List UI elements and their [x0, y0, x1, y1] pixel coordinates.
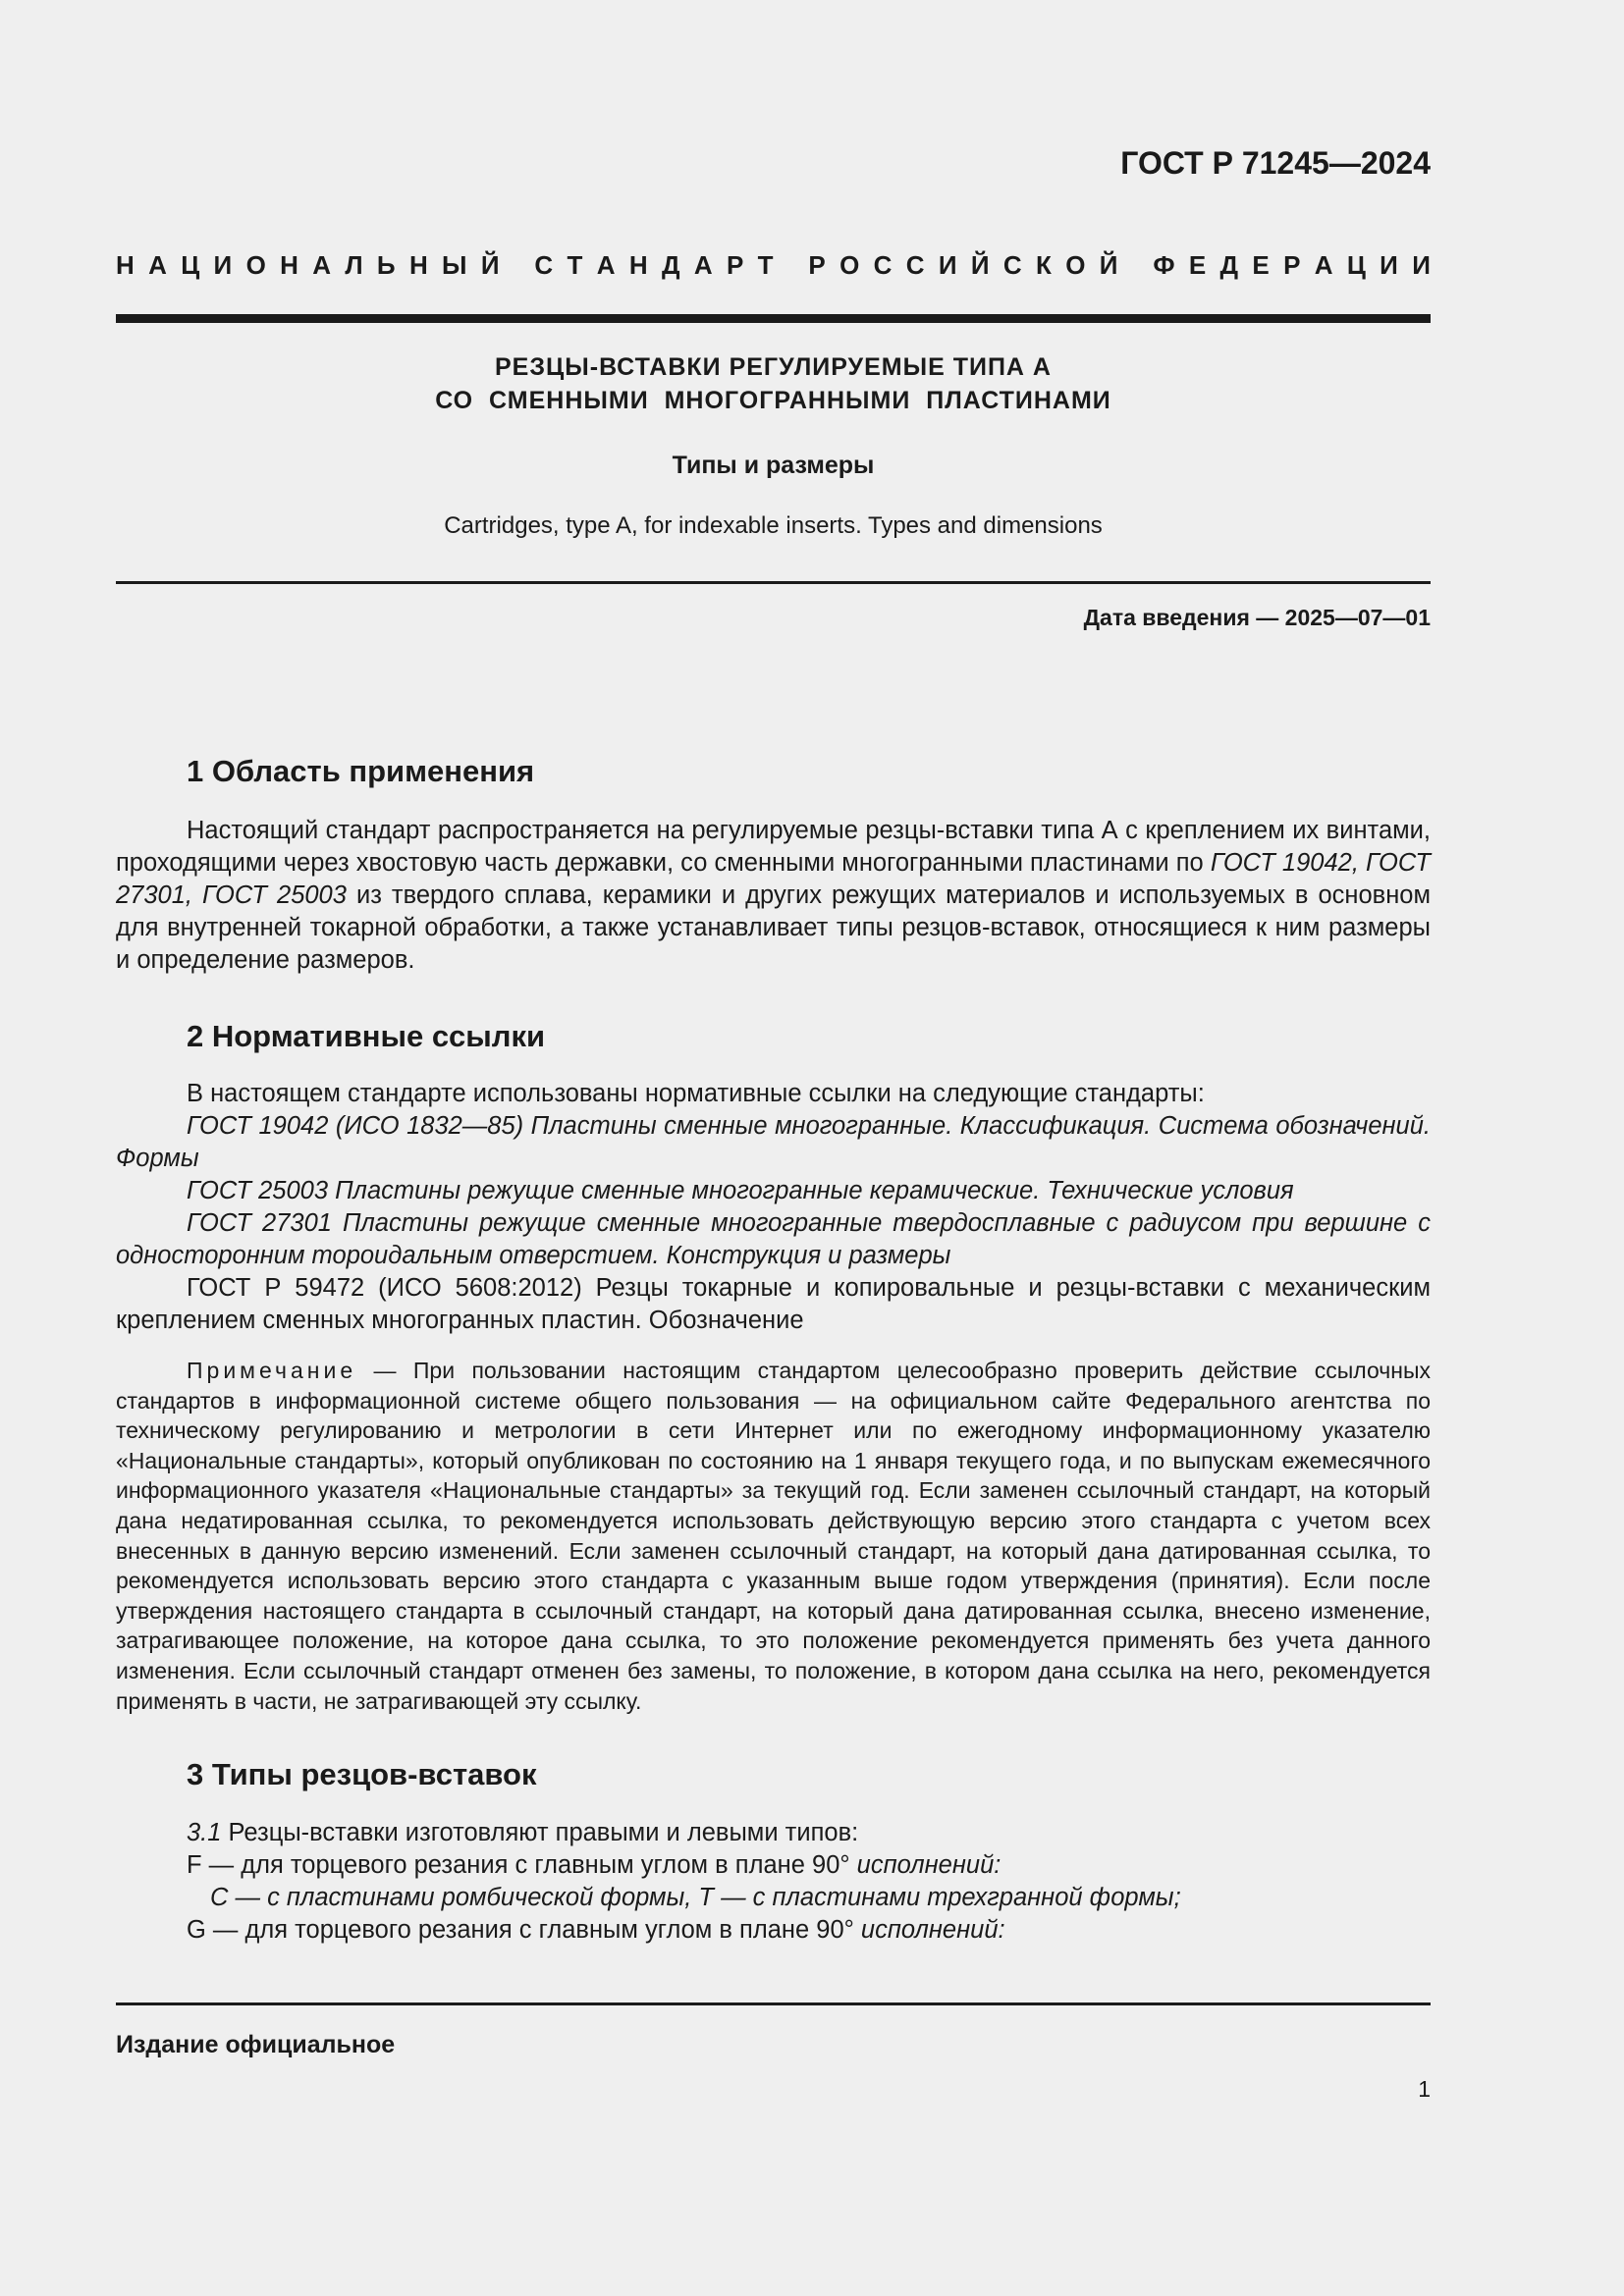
- clause-text: Резцы-вставки изготовляют правыми и левыми типов:: [221, 1819, 859, 1846]
- banner-letter: Ь: [376, 250, 396, 280]
- banner-letter: [1132, 250, 1139, 281]
- banner-letter: И: [213, 250, 233, 280]
- banner-letter: Ф: [1153, 250, 1175, 280]
- type-f-line: F — для торцевого резания с главным углом в плане 90°: [187, 1851, 857, 1879]
- banner-letter: Д: [661, 250, 680, 280]
- banner-letter: Т: [757, 250, 774, 280]
- banner-letter: Й: [970, 250, 990, 280]
- banner-letter: Ц: [1346, 250, 1366, 280]
- banner-letter: О: [245, 250, 266, 280]
- banner-letter: С: [873, 250, 893, 280]
- reference-item: ГОСТ 27301 Пластины режущие сменные многогранные твердосплавные с радиусом при вершине с односторонним тороидальным отверстием. Конструкция и размеры: [116, 1209, 1431, 1269]
- banner-letter: Е: [1188, 250, 1207, 280]
- section-3-heading: 3 Типы резцов-вставок: [187, 1757, 537, 1791]
- note-text: — При пользовании настоящим стандартом целесообразно проверить действие ссылочных стандартов в информационной системе общего пользования — на официальном сайте Федерального агентства по техническому регулированию и метрологии в сети Интернет или по ежегодному информационному указателю «Национальные стандарты», который опубликован по состоянию на 1 января текущего года, и по выпускам ежемесячного информационного указателя «Национальные стандарты» за текущий год. Если заменен ссылочный стандарт, на который дана недатированная ссылка, то рекомендуется использовать действующую версию этого стандарта с учетом всех внесенных в данную версию изменений. Если заменен ссылочный стандарт, на который дана датированная ссылка, то рекомендуется использовать версию этого стандарта с указанным выше годом утверждения (принятия). Если после утверждения настоящего стандарта в ссылочный стандарт, на который дана датированная ссылка, внесено изменение, затрагивающее положение, на которое дана ссылка, то это положение рекомендуется применять без учета данного изменения. Если ссылочный стандарт отменен без замены, то положение, в котором дана ссылка на него, рекомендуется применять в части, не затрагивающей эту ссылку.: [116, 1358, 1431, 1714]
- section-1-references: ГОСТ 19042, ГОСТ 27301, ГОСТ 25003: [116, 849, 1432, 909]
- banner-letter: Т: [567, 250, 583, 280]
- banner-letter: А: [596, 250, 616, 280]
- banner-letter: Л: [345, 250, 363, 280]
- banner-letter: И: [1380, 250, 1398, 280]
- banner-letter: И: [1412, 250, 1431, 280]
- english-title: Cartridges, type A, for indexable inserts. Types and dimensions: [444, 512, 1103, 539]
- note-label: Примечание: [187, 1358, 357, 1383]
- banner-letter: Р: [726, 250, 744, 280]
- banner-letter: Ц: [181, 250, 200, 280]
- section-2-intro: В настоящем стандарте использованы нормативные ссылки на следующие стандарты:: [187, 1080, 1205, 1107]
- reference-item: ГОСТ 19042 (ИСО 1832—85) Пластины сменные многогранные. Классификация. Система обозначений. Формы: [116, 1112, 1431, 1172]
- section-1-text-b: из твердого сплава, керамики и других режущих материалов и используемых в основном для внутренней токарной обработки, а также устанавливает типы резцов-вставок, относящиеся к ним размеры и определение размеров.: [116, 881, 1432, 974]
- banner-letter: А: [148, 250, 167, 280]
- section-1-text-a: Настоящий стандарт распространяется на регулируемые резцы-вставки типа А с креплением их винтами, проходящими через хвостовую часть державки, со сменными многогранными пластинами по: [116, 817, 1431, 877]
- banner-letter: [787, 250, 794, 281]
- type-c-t-line: С — с пластинами ромбической формы, Т — с пластинами трехгранной формы;: [210, 1884, 1181, 1911]
- title-divider: [116, 581, 1431, 584]
- page-number: 1: [1418, 2076, 1431, 2102]
- banner-letter: С: [534, 250, 554, 280]
- banner-letter: С: [1002, 250, 1022, 280]
- note-block: [116, 1356, 1431, 1716]
- banner-letter: Н: [628, 250, 648, 280]
- banner-letter: К: [1035, 250, 1052, 280]
- header-divider: [116, 314, 1431, 323]
- title-line-2: СО СМЕННЫМИ МНОГОГРАННЫМИ ПЛАСТИНАМИ: [435, 387, 1111, 414]
- official-edition: Издание официальное: [116, 2031, 396, 2058]
- section-2-body: [116, 1078, 1431, 1337]
- banner-letter: Р: [808, 250, 826, 280]
- title-line-1: РЕЗЦЫ-ВСТАВКИ РЕГУЛИРУЕМЫЕ ТИПА А: [495, 353, 1052, 381]
- banner-letter: О: [1065, 250, 1086, 280]
- section-2-heading: 2 Нормативные ссылки: [187, 1019, 546, 1053]
- banner-letter: Н: [116, 250, 135, 280]
- banner-letter: А: [693, 250, 713, 280]
- banner-letter: А: [312, 250, 332, 280]
- banner-letter: Е: [1252, 250, 1270, 280]
- footer-divider: [116, 2002, 1431, 2005]
- type-g-variants: исполнений:: [860, 1916, 1005, 1944]
- banner-letter: О: [839, 250, 860, 280]
- introduction-date: Дата введения — 2025—07—01: [1083, 605, 1431, 630]
- banner-letter: И: [938, 250, 957, 280]
- banner-letter: Д: [1219, 250, 1239, 280]
- banner-letter: Н: [408, 250, 428, 280]
- banner-letter: А: [1314, 250, 1333, 280]
- banner-letter: Н: [280, 250, 298, 280]
- section-1-heading: 1 Область применения: [187, 754, 535, 788]
- banner-letter: Р: [1283, 250, 1301, 280]
- reference-item: ГОСТ 25003 Пластины режущие сменные многогранные керамические. Технические условия: [187, 1177, 1294, 1204]
- banner-letter: Й: [1099, 250, 1118, 280]
- subtitle: Типы и размеры: [672, 452, 875, 479]
- banner-letter: С: [905, 250, 925, 280]
- reference-item: ГОСТ Р 59472 (ИСО 5608:2012) Резцы токарные и копировальные и резцы-вставки с механическим креплением сменных многогранных пластин. Обозначение: [116, 1274, 1431, 1334]
- banner-letter: [514, 250, 520, 281]
- type-g-line: G — для торцевого резания с главным углом в плане 90°: [187, 1916, 861, 1944]
- type-f-variants: исполнений:: [856, 1851, 1001, 1879]
- document-number: ГОСТ Р 71245—2024: [1120, 145, 1431, 181]
- banner-letter: Ы: [442, 250, 467, 280]
- clause-number: 3.1: [187, 1819, 222, 1846]
- banner-letter: Й: [480, 250, 500, 280]
- section-3-body: [116, 1817, 1431, 1947]
- national-standard-banner: [116, 250, 1431, 281]
- section-1-body: [116, 815, 1431, 977]
